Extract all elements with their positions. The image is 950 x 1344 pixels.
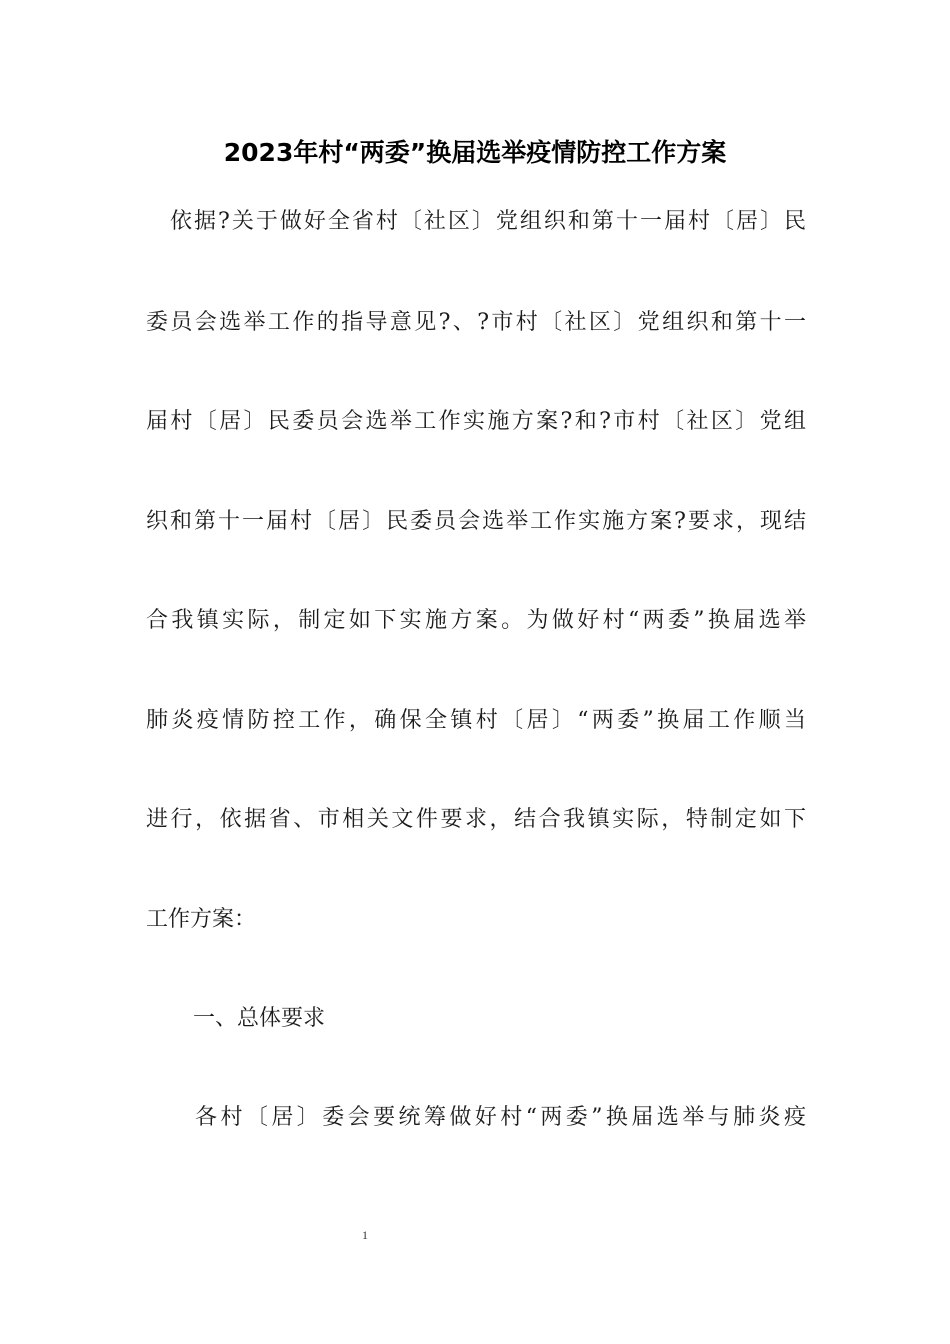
section-paragraph-line: 各村〔居〕委会要统筹做好村“两委”换届选举与肺炎疫 bbox=[195, 1105, 806, 1130]
section-heading: 一、总体要求 bbox=[193, 1006, 326, 1031]
body-line: 届村〔居〕民委员会选举工作实施方案?和?市村〔社区〕党组 bbox=[146, 409, 806, 434]
body-line: 合我镇实际，制定如下实施方案。为做好村“两委”换届选举 bbox=[146, 608, 806, 633]
body-line: 织和第十一届村〔居〕民委员会选举工作实施方案?要求，现结 bbox=[146, 509, 806, 534]
page-number: 1 bbox=[362, 1228, 368, 1242]
body-line: 工作方案： bbox=[146, 907, 257, 932]
body-line: 依据?关于做好全省村〔社区〕党组织和第十一届村〔居〕民 bbox=[170, 209, 806, 234]
document-title: 2023年村“两委”换届选举疫情防控工作方案 bbox=[223, 138, 727, 167]
body-line: 肺炎疫情防控工作，确保全镇村〔居〕“两委”换届工作顺当 bbox=[146, 708, 806, 733]
body-line: 委员会选举工作的指导意见?、?市村〔社区〕党组织和第十一 bbox=[146, 310, 806, 335]
body-line: 进行，依据省、市相关文件要求，结合我镇实际，特制定如下 bbox=[146, 807, 806, 832]
